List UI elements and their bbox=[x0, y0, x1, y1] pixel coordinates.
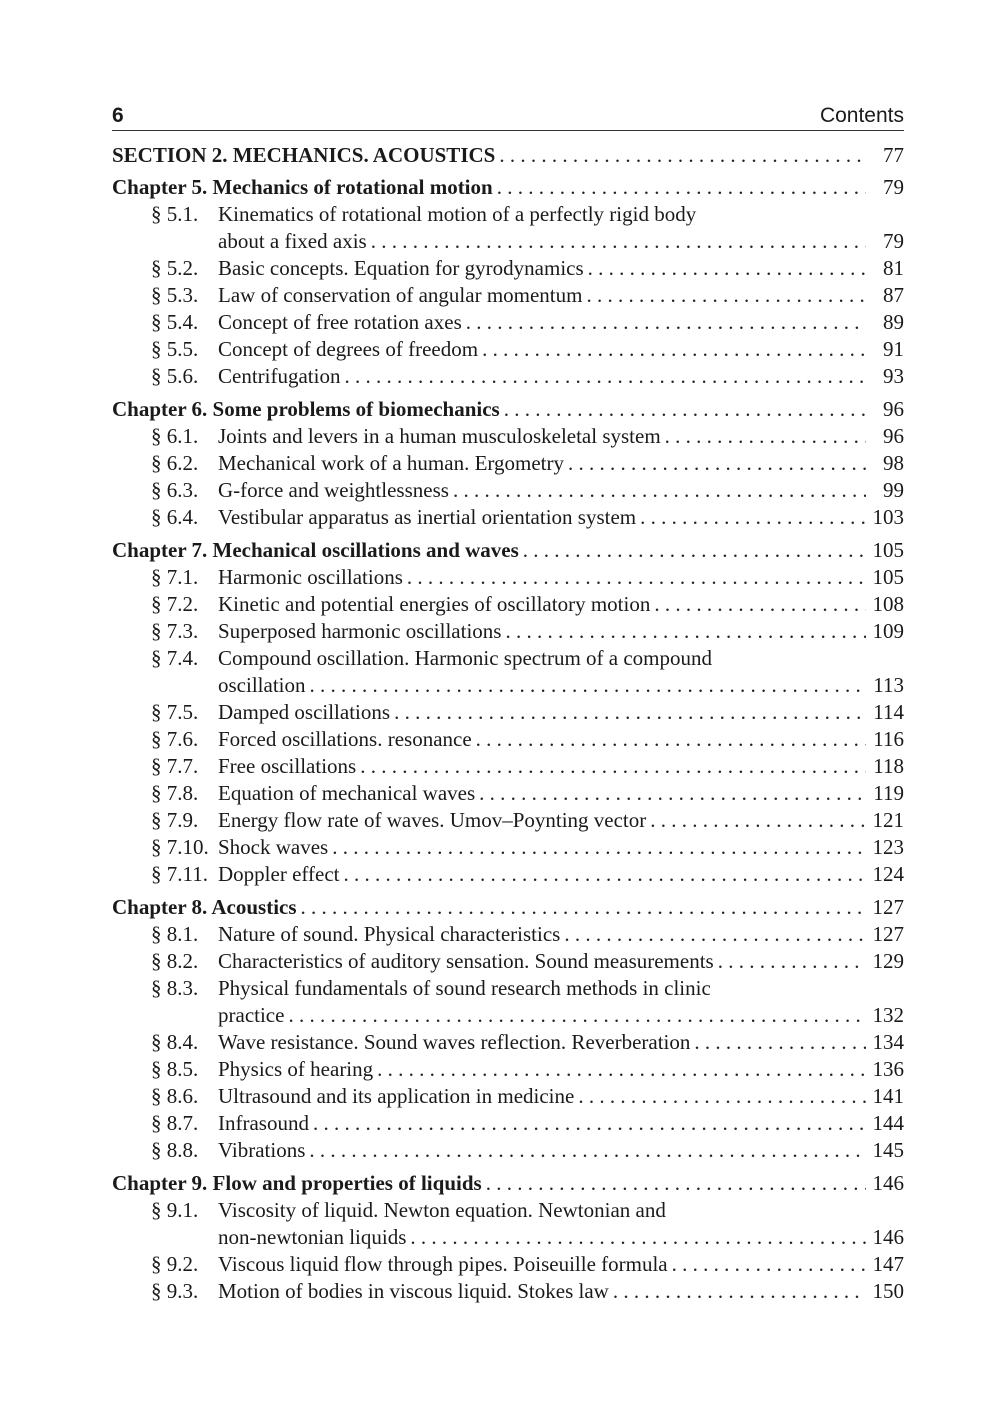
entry-page: 146 bbox=[872, 1225, 904, 1249]
dot-leader bbox=[505, 618, 866, 645]
dot-leader bbox=[344, 363, 866, 390]
entry-number: § 6.4. bbox=[151, 505, 199, 529]
entry-number: § 7.3. bbox=[151, 619, 199, 643]
entry-number: § 7.11. bbox=[151, 862, 208, 886]
entry-page: 105 bbox=[872, 565, 904, 589]
entry-title: Damped oscillations bbox=[218, 700, 391, 724]
toc-chapter[interactable] bbox=[112, 537, 904, 564]
toc-entry[interactable] bbox=[112, 477, 904, 504]
running-title: Contents bbox=[819, 104, 904, 127]
toc-entry[interactable] bbox=[112, 921, 904, 948]
entry-number: § 7.1. bbox=[151, 565, 199, 589]
dot-leader bbox=[718, 948, 866, 975]
chapter-name: Mechanics of rotational motion bbox=[212, 175, 493, 199]
entry-page: 89 bbox=[883, 310, 904, 334]
chapter-title bbox=[112, 396, 500, 423]
entry-title: Law of conservation of angular momentum bbox=[218, 283, 583, 307]
entry-page: 99 bbox=[883, 478, 904, 502]
toc-entry[interactable] bbox=[112, 564, 904, 591]
entry-number: § 9.1. bbox=[151, 1198, 199, 1222]
toc-entry[interactable] bbox=[112, 975, 904, 1002]
entry-page: 79 bbox=[883, 229, 904, 253]
toc-entry[interactable] bbox=[112, 1029, 904, 1056]
entry-title: Forced oscillations. resonance bbox=[218, 727, 472, 751]
toc-entry[interactable] bbox=[112, 309, 904, 336]
dot-leader bbox=[332, 834, 866, 861]
toc-entry[interactable] bbox=[112, 1278, 904, 1305]
entry-page: 87 bbox=[883, 283, 904, 307]
dot-leader bbox=[394, 699, 866, 726]
entry-page: 124 bbox=[872, 862, 904, 886]
entry-title: Motion of bodies in viscous liquid. Stokes law bbox=[218, 1279, 609, 1303]
entry-title: Shock waves bbox=[218, 835, 329, 859]
entry-number: § 7.5. bbox=[151, 700, 199, 724]
entry-number: § 8.3. bbox=[151, 976, 199, 1000]
toc-entry-continuation[interactable] bbox=[112, 1002, 904, 1029]
entry-title: Kinematics of rotational motion of a perfectly rigid body bbox=[218, 202, 697, 226]
entry-number: § 8.1. bbox=[151, 922, 199, 946]
toc-entry[interactable] bbox=[112, 363, 904, 390]
entry-title: Kinetic and potential energies of oscillatory motion bbox=[218, 592, 651, 616]
chapter-page: 105 bbox=[872, 538, 904, 562]
toc-entry[interactable] bbox=[112, 1056, 904, 1083]
dot-leader bbox=[586, 282, 866, 309]
entry-title: Nature of sound. Physical characteristics bbox=[218, 922, 561, 946]
toc-chapter[interactable] bbox=[112, 174, 904, 201]
entry-page: 123 bbox=[872, 835, 904, 859]
toc-entry[interactable] bbox=[112, 255, 904, 282]
dot-leader bbox=[564, 921, 866, 948]
dot-leader bbox=[479, 780, 866, 807]
entry-number: § 8.4. bbox=[151, 1030, 199, 1054]
entry-title: Energy flow rate of waves. Umov–Poynting vector bbox=[218, 808, 647, 832]
entry-title: Concept of free rotation axes bbox=[218, 310, 462, 334]
entry-page: 96 bbox=[883, 424, 904, 448]
table-of-contents bbox=[112, 141, 904, 1305]
toc-entry[interactable] bbox=[112, 1197, 904, 1224]
entry-number: § 8.5. bbox=[151, 1057, 199, 1081]
toc-entry[interactable] bbox=[112, 834, 904, 861]
entry-number: § 7.9. bbox=[151, 808, 199, 832]
chapter-page: 96 bbox=[883, 397, 904, 421]
dot-leader bbox=[665, 423, 866, 450]
toc-chapter[interactable] bbox=[112, 396, 904, 423]
toc-entry[interactable] bbox=[112, 699, 904, 726]
dot-leader bbox=[486, 1170, 866, 1197]
dot-leader bbox=[654, 591, 866, 618]
chapter-number: Chapter 6. bbox=[112, 397, 208, 421]
entry-page: 144 bbox=[872, 1111, 904, 1135]
chapter-number: Chapter 7. bbox=[112, 538, 208, 562]
entry-title: G-force and weightlessness bbox=[218, 478, 449, 502]
dot-leader bbox=[476, 726, 866, 753]
toc-entry[interactable] bbox=[112, 423, 904, 450]
entry-page: 150 bbox=[872, 1279, 904, 1303]
toc-entry[interactable] bbox=[112, 807, 904, 834]
entry-number: § 7.10. bbox=[151, 835, 209, 859]
chapter-name: Flow and properties of liquids bbox=[212, 1171, 482, 1195]
toc-entry[interactable] bbox=[112, 282, 904, 309]
entry-page: 116 bbox=[873, 727, 904, 751]
entry-title: Harmonic oscillations bbox=[218, 565, 403, 589]
entry-title: Wave resistance. Sound waves reflection. Reverberation bbox=[218, 1030, 691, 1054]
entry-title: Viscous liquid flow through pipes. Poiseuille formula bbox=[218, 1252, 668, 1276]
entry-title: Basic concepts. Equation for gyrodynamics bbox=[218, 256, 584, 280]
dot-leader bbox=[410, 1224, 866, 1251]
section-title: SECTION 2. MECHANICS. ACOUSTICS bbox=[112, 143, 496, 167]
toc-entry[interactable] bbox=[112, 1110, 904, 1137]
entry-page: 132 bbox=[872, 1003, 904, 1027]
toc-entry[interactable] bbox=[112, 450, 904, 477]
toc-chapter[interactable] bbox=[112, 894, 904, 921]
entry-number: § 8.2. bbox=[151, 949, 199, 973]
entry-page: 134 bbox=[872, 1030, 904, 1054]
entry-page: 109 bbox=[872, 619, 904, 643]
chapter-title bbox=[112, 537, 519, 564]
entry-title: Free oscillations bbox=[218, 754, 357, 778]
dot-leader bbox=[613, 1278, 866, 1305]
chapter-page: 79 bbox=[883, 175, 904, 199]
dot-leader bbox=[466, 309, 866, 336]
dot-leader bbox=[343, 861, 866, 888]
toc-entry[interactable] bbox=[112, 1137, 904, 1164]
entry-page: 93 bbox=[883, 364, 904, 388]
toc-entry[interactable] bbox=[112, 618, 904, 645]
entry-number: § 7.7. bbox=[151, 754, 199, 778]
entry-number: § 6.3. bbox=[151, 478, 199, 502]
entry-page: 147 bbox=[872, 1252, 904, 1276]
entry-number: § 5.2. bbox=[151, 256, 199, 280]
dot-leader bbox=[578, 1083, 866, 1110]
dot-leader bbox=[310, 672, 867, 699]
toc-entry[interactable] bbox=[112, 1251, 904, 1278]
entry-title: Physics of hearing bbox=[218, 1057, 374, 1081]
entry-number: § 6.1. bbox=[151, 424, 199, 448]
chapter-name: Some problems of biomechanics bbox=[212, 397, 500, 421]
chapter-title bbox=[112, 174, 493, 201]
chapter-name: Mechanical oscillations and waves bbox=[212, 538, 519, 562]
entry-page: 98 bbox=[883, 451, 904, 475]
entry-title: Centrifugation bbox=[218, 364, 341, 388]
toc-chapter[interactable] bbox=[112, 1170, 904, 1197]
dot-leader bbox=[377, 1056, 866, 1083]
toc-entry[interactable] bbox=[112, 861, 904, 888]
entry-title: Infrasound bbox=[218, 1111, 309, 1135]
entry-page: 81 bbox=[883, 256, 904, 280]
entry-number: § 8.6. bbox=[151, 1084, 199, 1108]
entry-title-continued: oscillation bbox=[218, 673, 306, 697]
dot-leader bbox=[523, 537, 866, 564]
toc-entry[interactable] bbox=[112, 780, 904, 807]
dot-leader bbox=[309, 1137, 866, 1164]
dot-leader bbox=[407, 564, 866, 591]
dot-leader bbox=[672, 1251, 866, 1278]
entry-title: Viscosity of liquid. Newton equation. Newtonian and bbox=[218, 1198, 666, 1222]
dot-leader bbox=[650, 807, 866, 834]
chapter-name: Acoustics bbox=[211, 895, 297, 919]
dot-leader bbox=[504, 396, 866, 423]
entry-page: 129 bbox=[872, 949, 904, 973]
entry-title: Superposed harmonic oscillations bbox=[218, 619, 502, 643]
toc-entry[interactable] bbox=[112, 591, 904, 618]
entry-page: 145 bbox=[872, 1138, 904, 1162]
section-page: 77 bbox=[883, 143, 904, 167]
chapter-title bbox=[112, 894, 297, 921]
entry-page: 136 bbox=[872, 1057, 904, 1081]
entry-title-continued: about a fixed axis bbox=[218, 229, 367, 253]
dot-leader bbox=[640, 504, 866, 531]
dot-leader bbox=[288, 1002, 866, 1029]
entry-title: Ultrasound and its application in medicine bbox=[218, 1084, 575, 1108]
entry-title: Physical fundamentals of sound research methods in clinic bbox=[218, 976, 711, 1000]
chapter-page: 146 bbox=[872, 1171, 904, 1195]
dot-leader bbox=[588, 255, 866, 282]
entry-number: § 5.6. bbox=[151, 364, 199, 388]
entry-number: § 5.4. bbox=[151, 310, 199, 334]
dot-leader bbox=[371, 228, 866, 255]
entry-title: Characteristics of auditory sensation. Sound measurements bbox=[218, 949, 714, 973]
dot-leader bbox=[568, 450, 866, 477]
toc-entry[interactable] bbox=[112, 948, 904, 975]
dot-leader bbox=[694, 1029, 866, 1056]
entry-title: Vestibular apparatus as inertial orientation system bbox=[218, 505, 637, 529]
entry-number: § 7.2. bbox=[151, 592, 199, 616]
toc-entry-continuation[interactable] bbox=[112, 672, 904, 699]
dot-leader bbox=[301, 894, 866, 921]
toc-entry[interactable] bbox=[112, 726, 904, 753]
entry-title: Doppler effect bbox=[218, 862, 340, 886]
entry-number: § 5.3. bbox=[151, 283, 199, 307]
contents-page bbox=[112, 103, 904, 1305]
toc-entry[interactable] bbox=[112, 336, 904, 363]
entry-page: 141 bbox=[872, 1084, 904, 1108]
entry-number: § 8.8. bbox=[151, 1138, 199, 1162]
entry-title: Joints and levers in a human musculoskeletal system bbox=[218, 424, 661, 448]
toc-entry[interactable] bbox=[112, 504, 904, 531]
entry-number: § 5.5. bbox=[151, 337, 199, 361]
entry-page: 127 bbox=[872, 922, 904, 946]
entry-number: § 7.4. bbox=[151, 646, 199, 670]
entry-title: Concept of degrees of freedom bbox=[218, 337, 479, 361]
entry-number: § 6.2. bbox=[151, 451, 199, 475]
dot-leader bbox=[453, 477, 866, 504]
entry-title: Mechanical work of a human. Ergometry bbox=[218, 451, 564, 475]
dot-leader bbox=[482, 336, 866, 363]
entry-number: § 9.2. bbox=[151, 1252, 199, 1276]
entry-number: § 8.7. bbox=[151, 1111, 199, 1135]
entry-page: 114 bbox=[873, 700, 904, 724]
dot-leader bbox=[360, 753, 866, 780]
running-head bbox=[112, 103, 904, 131]
entry-title-continued: practice bbox=[218, 1003, 285, 1027]
dot-leader bbox=[499, 141, 866, 170]
entry-number: § 9.3. bbox=[151, 1279, 199, 1303]
toc-entry[interactable] bbox=[112, 645, 904, 672]
chapter-number: Chapter 9. bbox=[112, 1171, 208, 1195]
toc-entry[interactable] bbox=[112, 201, 904, 228]
entry-page: 91 bbox=[883, 337, 904, 361]
entry-title-continued: non-newtonian liquids bbox=[218, 1225, 407, 1249]
entry-page: 108 bbox=[872, 592, 904, 616]
chapter-page: 127 bbox=[872, 895, 904, 919]
entry-page: 121 bbox=[872, 808, 904, 832]
toc-entry[interactable] bbox=[112, 753, 904, 780]
entry-title: Vibrations bbox=[218, 1138, 306, 1162]
entry-page: 103 bbox=[872, 505, 904, 529]
chapter-number: Chapter 8. bbox=[112, 895, 208, 919]
chapter-title bbox=[112, 1170, 482, 1197]
chapter-number: Chapter 5. bbox=[112, 175, 208, 199]
toc-entry-continuation[interactable] bbox=[112, 1224, 904, 1251]
entry-number: § 7.8. bbox=[151, 781, 199, 805]
entry-number: § 7.6. bbox=[151, 727, 199, 751]
entry-title: Equation of mechanical waves bbox=[218, 781, 476, 805]
toc-section[interactable] bbox=[112, 141, 904, 170]
toc-entry-continuation[interactable] bbox=[112, 228, 904, 255]
entry-page: 113 bbox=[873, 673, 904, 697]
toc-entry[interactable] bbox=[112, 1083, 904, 1110]
dot-leader bbox=[313, 1110, 866, 1137]
entry-title: Compound oscillation. Harmonic spectrum of a compound bbox=[218, 646, 712, 670]
page-number: 6 bbox=[112, 104, 124, 127]
entry-page: 119 bbox=[873, 781, 904, 805]
entry-page: 118 bbox=[873, 754, 904, 778]
dot-leader bbox=[497, 174, 866, 201]
entry-number: § 5.1. bbox=[151, 202, 199, 226]
